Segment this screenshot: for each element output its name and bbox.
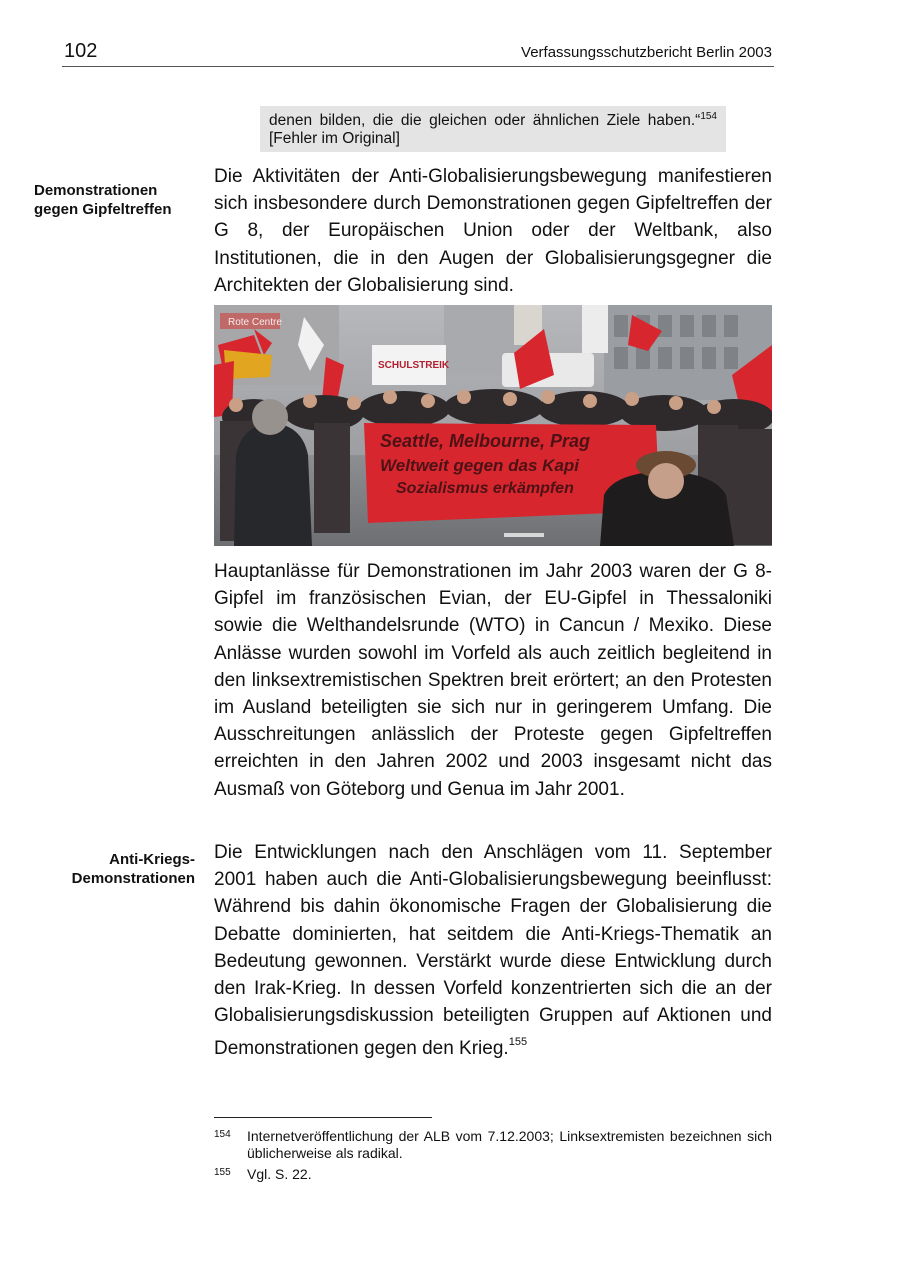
running-title: Verfassungsschutzbericht Berlin 2003	[521, 44, 772, 61]
paragraph-2003-events: Hauptanlässe für Demonstrationen im Jahr 2003 waren der G 8-Gipfel im französischen Evian, der EU-Gipfel in Thessaloniki sowie die Welthandelsrunde (WTO) in Cancun / Mexiko. Diese Anlässe wurden sowohl im Vorfeld als auch zeitlich begleitend in den linksextremistischen Spektren breit erörtert; an den Protesten im Ausland beteiligten sie sich nur in geringerem Umfang. Die Ausschreitungen anlässlich der Proteste gegen Gipfeltreffen erreichten in den Jahren 2002 und 2003 insgesamt nicht das Ausmaß von Göteborg und Genua im Jahr 2001.	[214, 561, 772, 800]
quote-block	[260, 106, 726, 152]
quote-remark: [Fehler im Original]	[269, 130, 400, 147]
footnote-number: 154	[214, 1129, 231, 1140]
quote-text: denen bilden, die die gleichen oder ähnlichen Ziele haben.“	[269, 112, 701, 129]
building-sign: Rote Centre	[228, 317, 282, 328]
photo-illustration	[214, 305, 772, 546]
paragraph-anti-war	[214, 839, 772, 1063]
footnote-text: Internetveröffentlichung der ALB vom 7.12.2003; Linksextremisten bezeichnen sich üblicherweise als radikal.	[247, 1128, 772, 1161]
footnote-number: 155	[214, 1167, 231, 1178]
demonstration-photo	[214, 305, 772, 546]
page-header	[62, 40, 774, 67]
paragraph-anti-war-text: Die Entwicklungen nach den Anschlägen vom 11. September 2001 haben auch die Anti-Globalisierungsbewegung beeinflusst: Während bis dahin ökonomische Fragen der Globalisierung die Debatte dominierten, hat seitdem die Anti-Kriegs-Thematik an Bedeutung gewonnen. Verstärkt wurde diese Entwicklung durch den Irak-Krieg. In dessen Vorfeld konzentrierten sich die an der Globalisierungsdiskussion beteiligten Gruppen auf Aktionen und Demonstrationen gegen den Krieg.	[214, 842, 772, 1060]
footnote-ref-154[interactable]: 154	[700, 111, 717, 122]
paragraph-summit-protests: Die Aktivitäten der Anti-Globalisierungsbewegung manifestieren sich insbesondere durch Demonstrationen gegen Gipfeltreffen der G 8, der Europäischen Union oder der Weltbank, also Institutionen, die in den Augen der Globalisierungsgegner die Architekten der Globalisierung sind.	[214, 166, 772, 296]
banner-line-3: Sozialismus erkämpfen	[396, 480, 574, 497]
footnote-ref-155[interactable]: 155	[508, 1036, 528, 1049]
margin-note-demonstrations: Demonstrationen gegen Gipfeltreffen	[34, 182, 172, 218]
margin-note-anti-war: Anti-Kriegs-Demonstrationen	[71, 851, 195, 887]
footnote-text: Vgl. S. 22.	[247, 1166, 312, 1182]
banner-line-1: Seattle, Melbourne, Prag	[380, 431, 591, 451]
banner-line-2: Weltweit gegen das Kapi	[380, 456, 580, 475]
page-number: 102	[64, 40, 98, 62]
protest-sign-text: SCHULSTREIK	[378, 360, 450, 371]
footnote-divider	[214, 1117, 432, 1118]
